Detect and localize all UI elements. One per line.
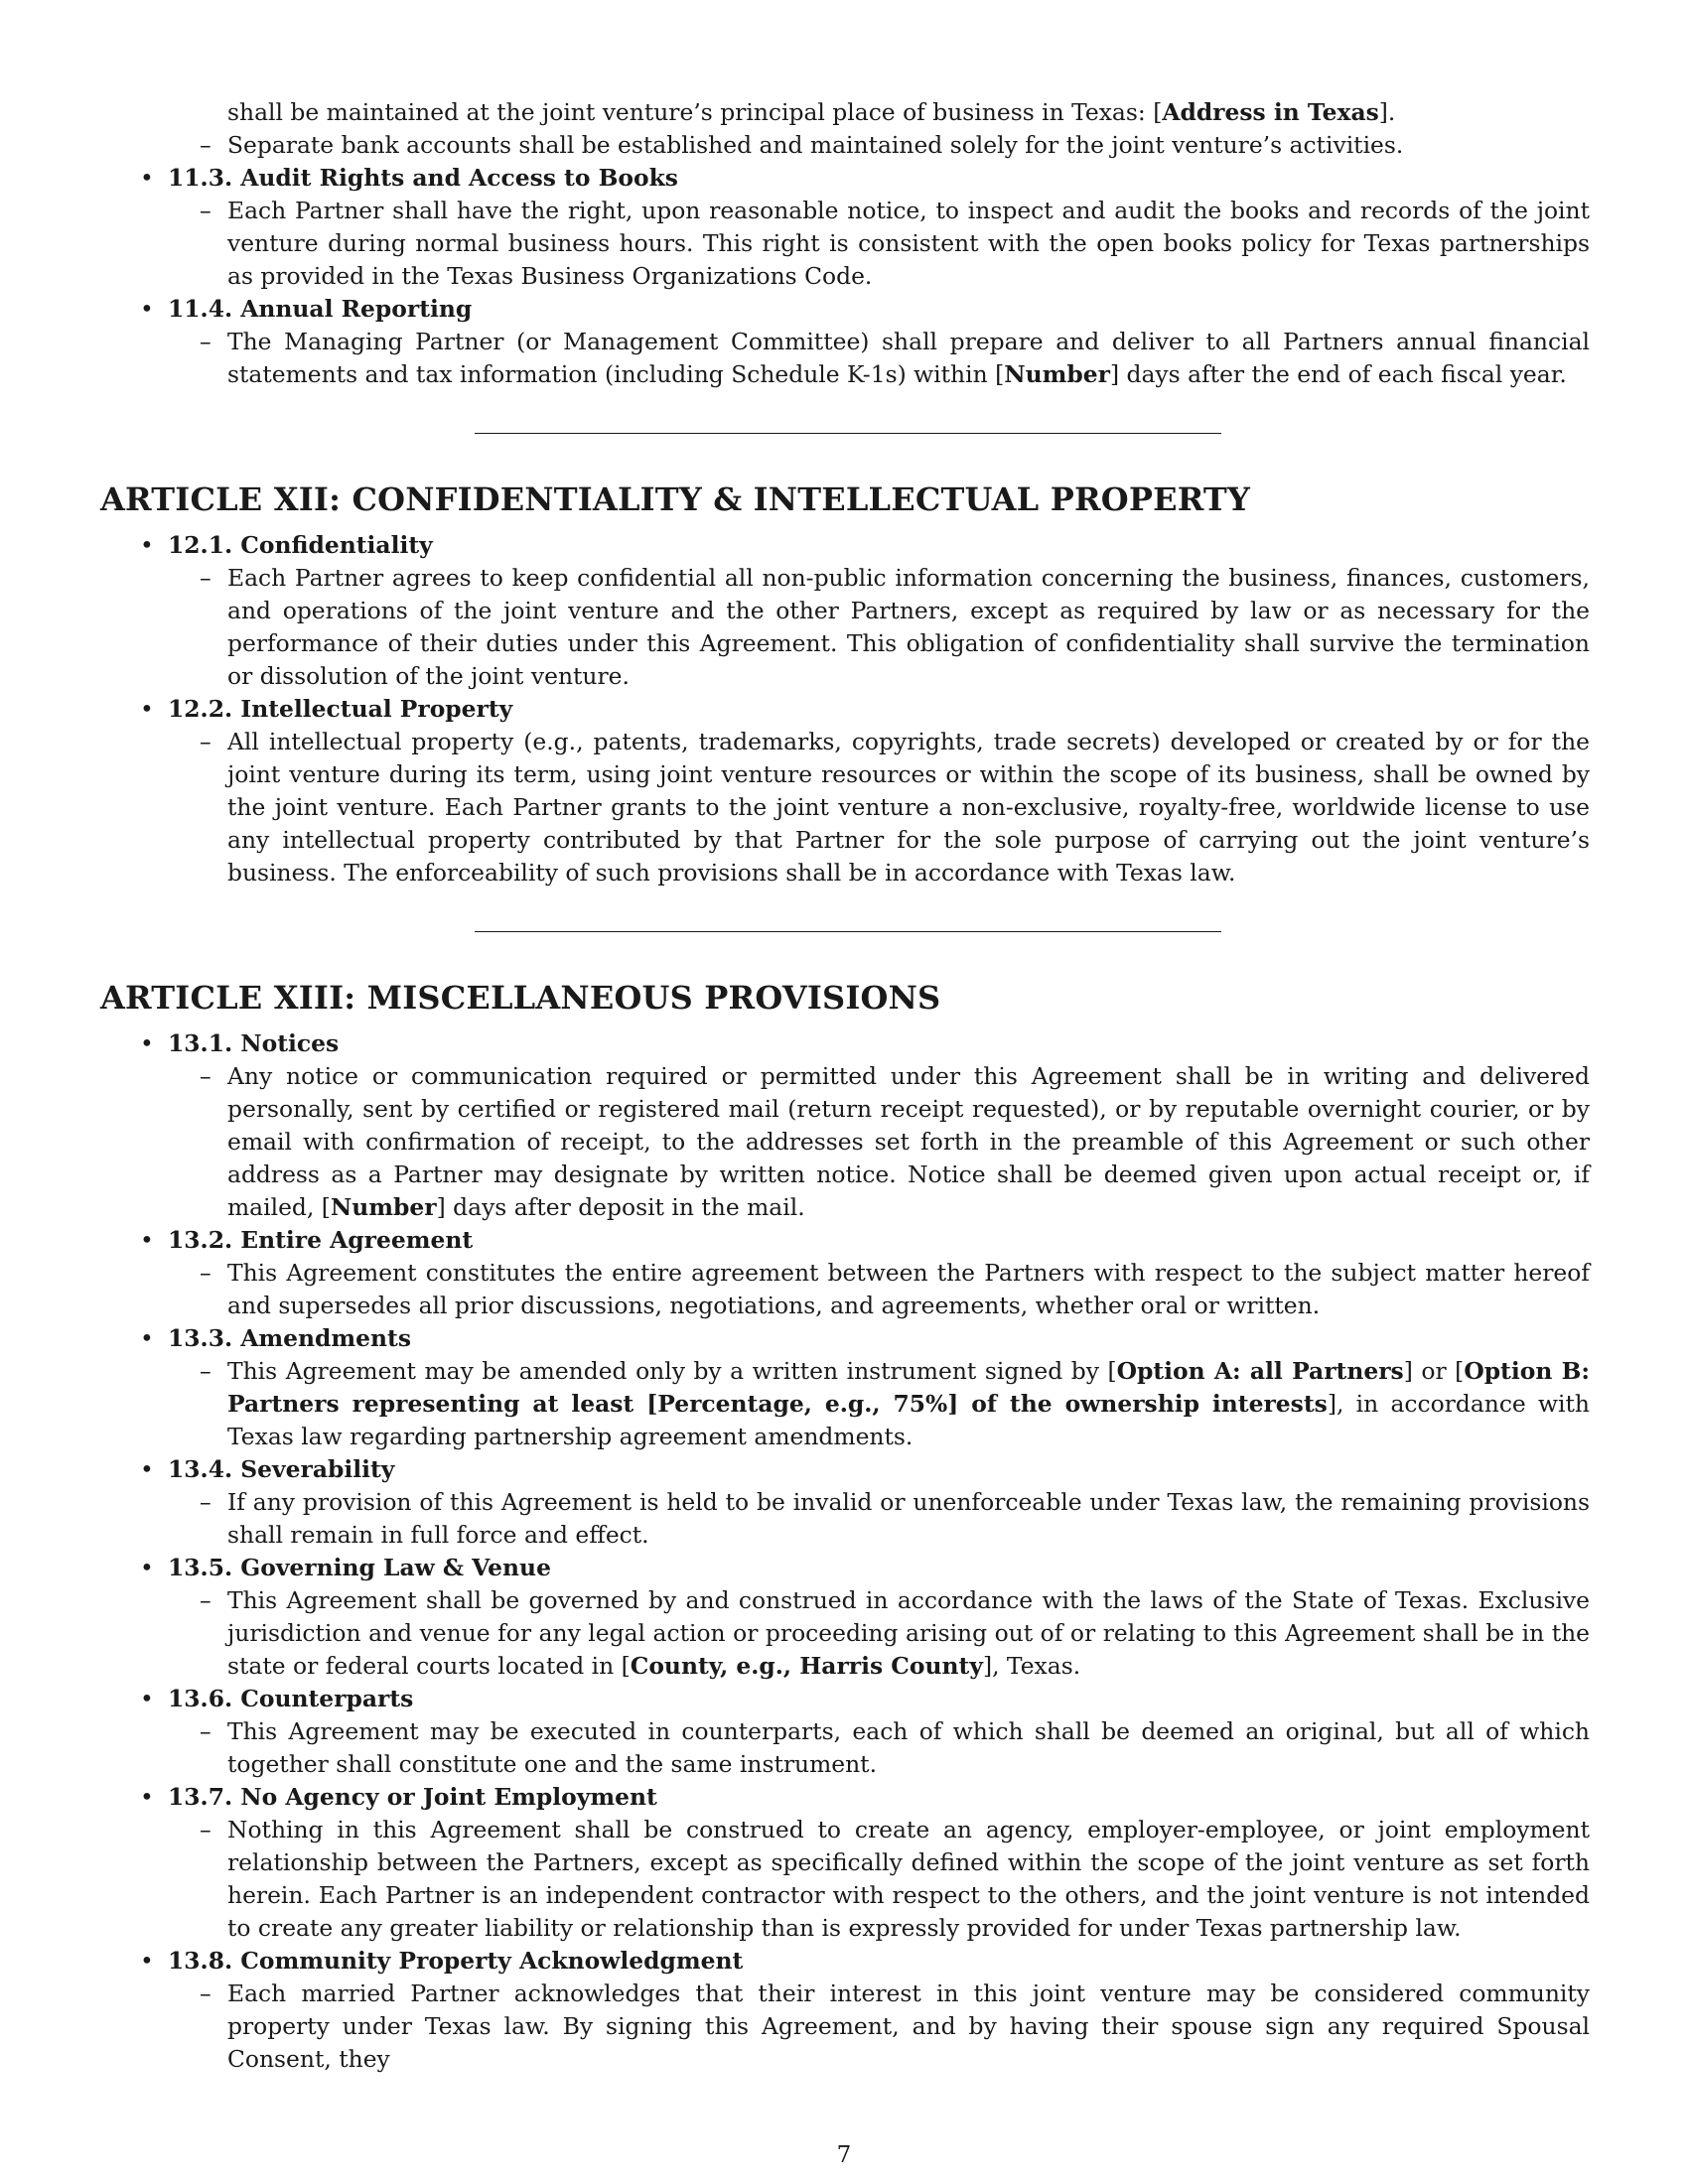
section-11-4 bbox=[100, 293, 1590, 391]
section-heading: • 13.1. Notices bbox=[168, 1029, 340, 1057]
section-heading: • 13.5. Governing Law & Venue bbox=[168, 1554, 551, 1581]
section-heading: • 13.8. Community Property Acknowledgment bbox=[168, 1947, 744, 1975]
section-12-1 bbox=[100, 529, 1590, 693]
list-item: – This Agreement shall be governed by and construed in accordance with the laws of the State of Texas. Exclusive jurisdiction and venue for any legal action or proceeding arising out of or relating to this Agreement shall be in the state or federal courts located in [County, e.g., Harris County], Texas. bbox=[168, 1584, 1590, 1683]
placeholder-number: Number bbox=[1004, 360, 1110, 388]
section-13-5 bbox=[100, 1552, 1590, 1683]
section-heading: • 13.7. No Agency or Joint Employment bbox=[168, 1783, 657, 1811]
placeholder-option-b: Option B: Partners representing at least [Percentage, e.g., 75%] of the ownership interests bbox=[227, 1357, 1590, 1418]
placeholder-county: County, e.g., Harris County bbox=[630, 1652, 983, 1680]
section-heading: • 13.3. Amendments bbox=[168, 1324, 412, 1352]
article-xii-title: ARTICLE XII: CONFIDENTIALITY & INTELLECTUAL PROPERTY bbox=[100, 480, 1250, 518]
list-item: – If any provision of this Agreement is held to be invalid or unenforceable under Texas law, the remaining provisions shall remain in full force and effect. bbox=[168, 1486, 1590, 1552]
list-item: – Nothing in this Agreement shall be construed to create an agency, employer-employee, or joint employment relationship between the Partners, except as specifically defined within the scope of the joint venture as set forth herein. Each Partner is an independent contractor with respect to the others, and the joint venture is not intended to create any greater liability or relationship than is expressly provided for under Texas partnership law. bbox=[168, 1814, 1590, 1945]
section-12-2 bbox=[100, 693, 1590, 889]
section-list-12 bbox=[100, 529, 1590, 889]
list-item: – All intellectual property (e.g., patents, trademarks, copyrights, trade secrets) developed or created by or for the joint venture during its term, using joint venture resources or within the scope of its business, shall be owned by the joint venture. Each Partner grants to the joint venture a non-exclusive, royalty-free, worldwide license to use any intellectual property contributed by that Partner for the sole purpose of carrying out the joint venture’s business. The enforceability of such provisions shall be in accordance with Texas law. bbox=[168, 726, 1590, 889]
section-heading: • 12.2. Intellectual Property bbox=[168, 695, 513, 723]
section-heading: • 11.4. Annual Reporting bbox=[168, 295, 473, 323]
section-11-3 bbox=[100, 162, 1590, 293]
section-13-1 bbox=[100, 1027, 1590, 1224]
section-list-13 bbox=[100, 1027, 1590, 2076]
section-heading: • 13.4. Severability bbox=[168, 1455, 395, 1483]
list-item: – This Agreement may be executed in counterparts, each of which shall be deemed an original, but all of which together shall constitute one and the same instrument. bbox=[168, 1715, 1590, 1781]
placeholder-address: Address in Texas bbox=[1162, 98, 1379, 126]
section-heading: • 13.6. Counterparts bbox=[168, 1685, 414, 1712]
page-number: 7 bbox=[836, 2142, 852, 2168]
section-divider bbox=[475, 433, 1221, 434]
carryover-paragraph: shall be maintained at the joint venture’s principal place of business in Texas: [Address in Texas]. bbox=[227, 98, 1396, 126]
placeholder-number: Number bbox=[330, 1193, 437, 1221]
section-13-7 bbox=[100, 1781, 1590, 1945]
section-heading: • 12.1. Confidentiality bbox=[168, 531, 433, 559]
list-item: – Separate bank accounts shall be established and maintained solely for the joint venture’s activities. bbox=[168, 129, 1590, 162]
section-divider bbox=[475, 931, 1221, 932]
list-item: – This Agreement may be amended only by a written instrument signed by [Option A: all Partners] or [Option B: Partners representing at least [Percentage, e.g., 75%] of the ownership interests], in accordance with Texas law regarding partnership agreement amendments. bbox=[168, 1355, 1590, 1453]
section-heading: • 11.3. Audit Rights and Access to Books bbox=[168, 164, 678, 192]
list-item: – The Managing Partner (or Management Committee) shall prepare and deliver to all Partners annual financial statements and tax information (including Schedule K-1s) within [Number] days after the end of each fiscal year. bbox=[168, 326, 1590, 391]
list-item: – Each married Partner acknowledges that their interest in this joint venture may be considered community property under Texas law. By signing this Agreement, and by having their spouse sign any required Spousal Consent, they bbox=[168, 1978, 1590, 2076]
carryover-list bbox=[100, 129, 1590, 162]
list-item: – Any notice or communication required or permitted under this Agreement shall be in writing and delivered personally, sent by certified or registered mail (return receipt requested), or by reputable overnight courier, or by email with confirmation of receipt, to the addresses set forth in the preamble of this Agreement or such other address as a Partner may designate by written notice. Notice shall be deemed given upon actual receipt or, if mailed, [Number] days after deposit in the mail. bbox=[168, 1060, 1590, 1224]
section-13-2 bbox=[100, 1224, 1590, 1322]
placeholder-option-a: Option A: all Partners bbox=[1116, 1357, 1404, 1385]
section-13-6 bbox=[100, 1683, 1590, 1781]
list-item: – This Agreement constitutes the entire agreement between the Partners with respect to the subject matter hereof and supersedes all prior discussions, negotiations, and agreements, whether oral or written. bbox=[168, 1257, 1590, 1322]
page-content bbox=[100, 96, 1590, 2076]
list-item: – Each Partner shall have the right, upon reasonable notice, to inspect and audit the books and records of the joint venture during normal business hours. This right is consistent with the open books policy for Texas partnerships as provided in the Texas Business Organizations Code. bbox=[168, 195, 1590, 293]
section-heading: • 13.2. Entire Agreement bbox=[168, 1226, 474, 1254]
article-xiii-title: ARTICLE XIII: MISCELLANEOUS PROVISIONS bbox=[100, 979, 941, 1017]
section-list-11 bbox=[100, 162, 1590, 391]
section-13-3 bbox=[100, 1322, 1590, 1453]
section-13-8 bbox=[100, 1945, 1590, 2076]
list-item: – Each Partner agrees to keep confidential all non-public information concerning the business, finances, customers, and operations of the joint venture and the other Partners, except as required by law or as necessary for the performance of their duties under this Agreement. This obligation of confidentiality shall survive the termination or dissolution of the joint venture. bbox=[168, 562, 1590, 693]
section-13-4 bbox=[100, 1453, 1590, 1552]
